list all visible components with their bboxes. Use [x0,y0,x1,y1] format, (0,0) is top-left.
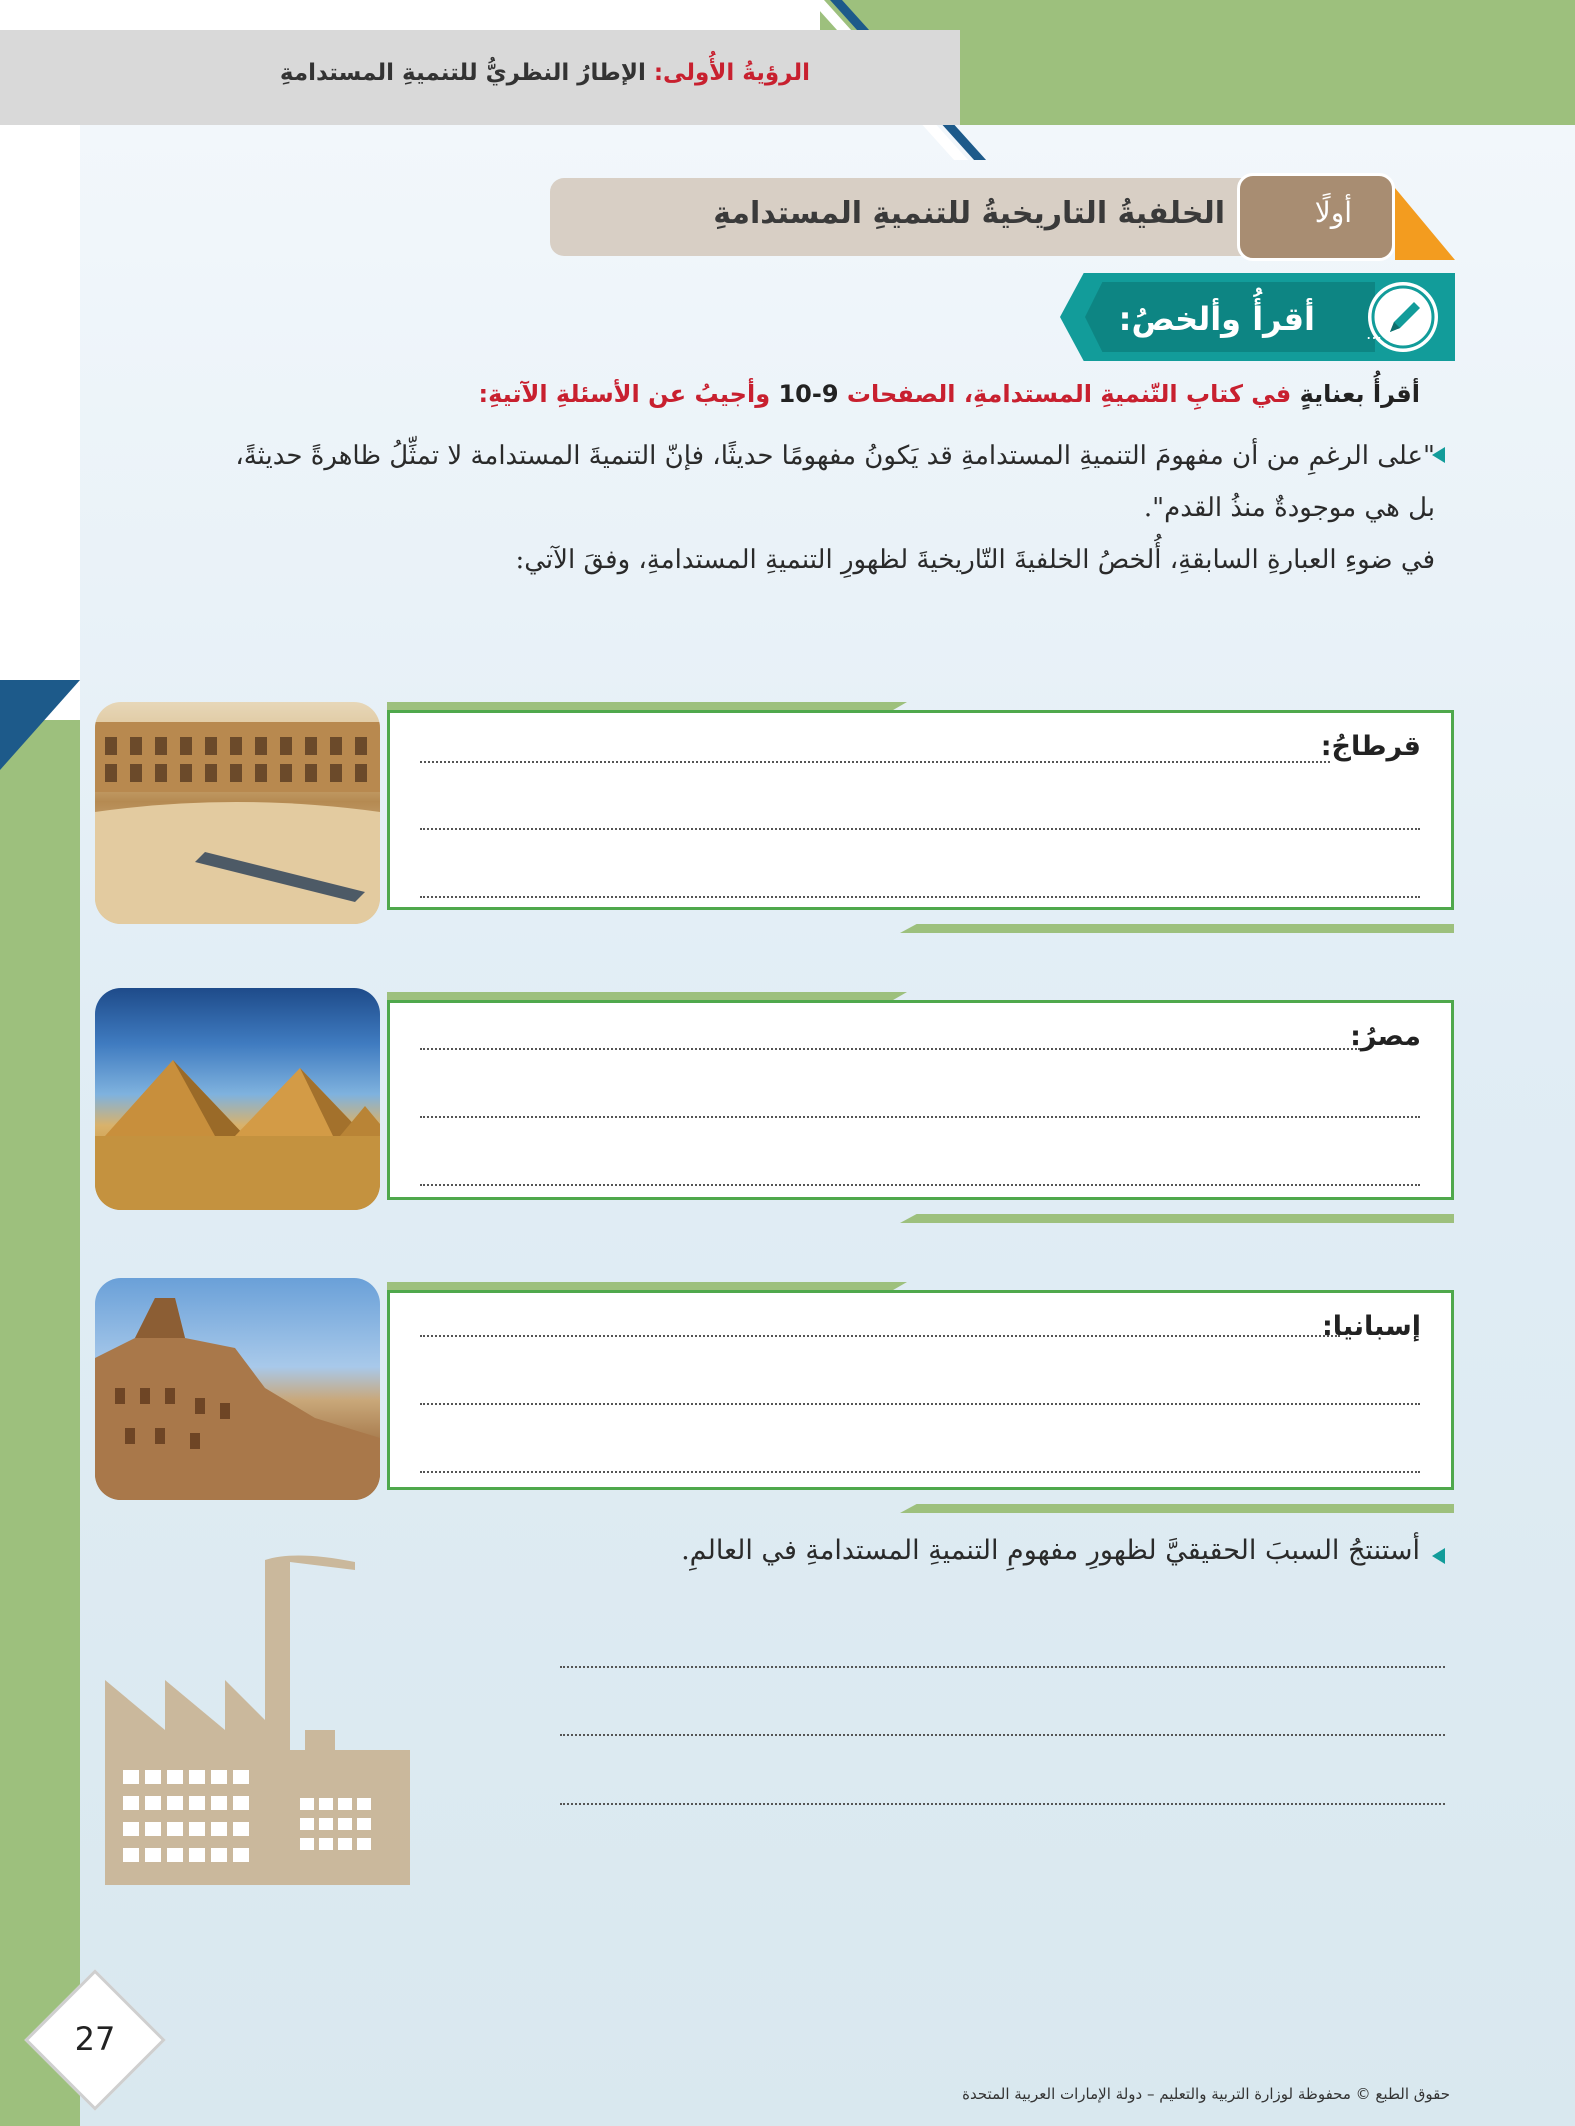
answer-line[interactable] [560,1666,1445,1668]
question-2: أستنتجُ السببَ الحقيقيَّ لظهورِ مفهومِ التنميةِ المستدامةِ في العالمِ. [681,1535,1420,1566]
answer-card-egypt [387,1000,1454,1200]
card-bottom-strip [900,924,1454,933]
quote-line-1: "على الرغمِ من أن مفهومَ التنميةِ المستدامةِ قد يَكونُ مفهومًا حديثًا، فإنّ التنميةَ المستدامة لا تمثِّلُ ظاهرةً حديثةً، [235,441,1435,471]
instruction [479,380,1420,408]
instruction-part2: في كتابِ التّنميةِ المستدامةِ، الصفحات [838,380,1292,408]
bullet-arrow-icon [1432,1548,1445,1564]
section-arrow-icon [1395,188,1455,260]
vision-label: الرؤيةُ الأُولى: [653,60,810,86]
answer-line[interactable] [560,1803,1445,1805]
answer-line[interactable] [420,761,1330,763]
section-title: الخلفيةُ التاريخيةُ للتنميةِ المستدامةِ [713,196,1225,231]
instruction-pages: 9-10 [778,380,839,408]
factory-icon [105,1540,410,1885]
section-tab-label: أولًا [1314,196,1352,229]
answer-line[interactable] [420,1048,1360,1050]
answer-line[interactable] [420,896,1420,898]
egypt-image [95,988,380,1210]
answer-line[interactable] [420,1184,1420,1186]
instruction-line: في ضوءِ العبارةِ السابقةِ، أُلخصُ الخلفيةَ التّاريخيةَ لظهورِ التنميةِ المستدامةِ، وفقَ الآتي: [515,545,1435,575]
answer-line[interactable] [420,1335,1340,1337]
quote-paragraph [135,430,1435,586]
card-label-spain: إسبانيا: [1321,1311,1421,1342]
header-title [280,60,810,86]
answer-line[interactable] [420,1403,1420,1405]
spain-image [95,1278,380,1500]
card-label-egypt: مصرُ: [1350,1021,1421,1052]
section-tab [1237,173,1395,261]
copyright-footer: حقوق الطبع © محفوظة لوزارة التربية والتعليم – دولة الإمارات العربية المتحدة [962,2085,1450,2103]
card-label-carthage: قرطاجُ: [1320,731,1421,762]
pencil-dots: … [1366,324,1384,343]
instruction-part3: وأجيبُ عن الأسئلةِ الآتيةِ: [478,380,779,408]
carthage-image [95,702,380,924]
left-green-stripe [0,720,80,2126]
page-number: 27 [74,2020,116,2058]
quote-line-2: بل هي موجودةٌ منذُ القدم". [1143,493,1435,523]
vision-title: الإطارُ النظريُّ للتنميةِ المستدامةِ [279,60,654,86]
answer-line[interactable] [420,1471,1420,1473]
answer-line[interactable] [420,828,1420,830]
answer-card-spain [387,1290,1454,1490]
spain-drawing [95,1278,380,1500]
answer-card-carthage [387,710,1454,910]
answer-line[interactable] [560,1734,1445,1736]
left-blue-triangle [0,680,80,770]
carthage-drawing [95,702,380,924]
activity-title: أقرأُ وألخصُ: [1118,300,1315,338]
instruction-part1: أقرأُ بعنايةٍ [1291,380,1420,408]
answer-line[interactable] [420,1116,1420,1118]
card-bottom-strip [900,1504,1454,1513]
egypt-drawing [95,988,380,1210]
card-bottom-strip [900,1214,1454,1223]
